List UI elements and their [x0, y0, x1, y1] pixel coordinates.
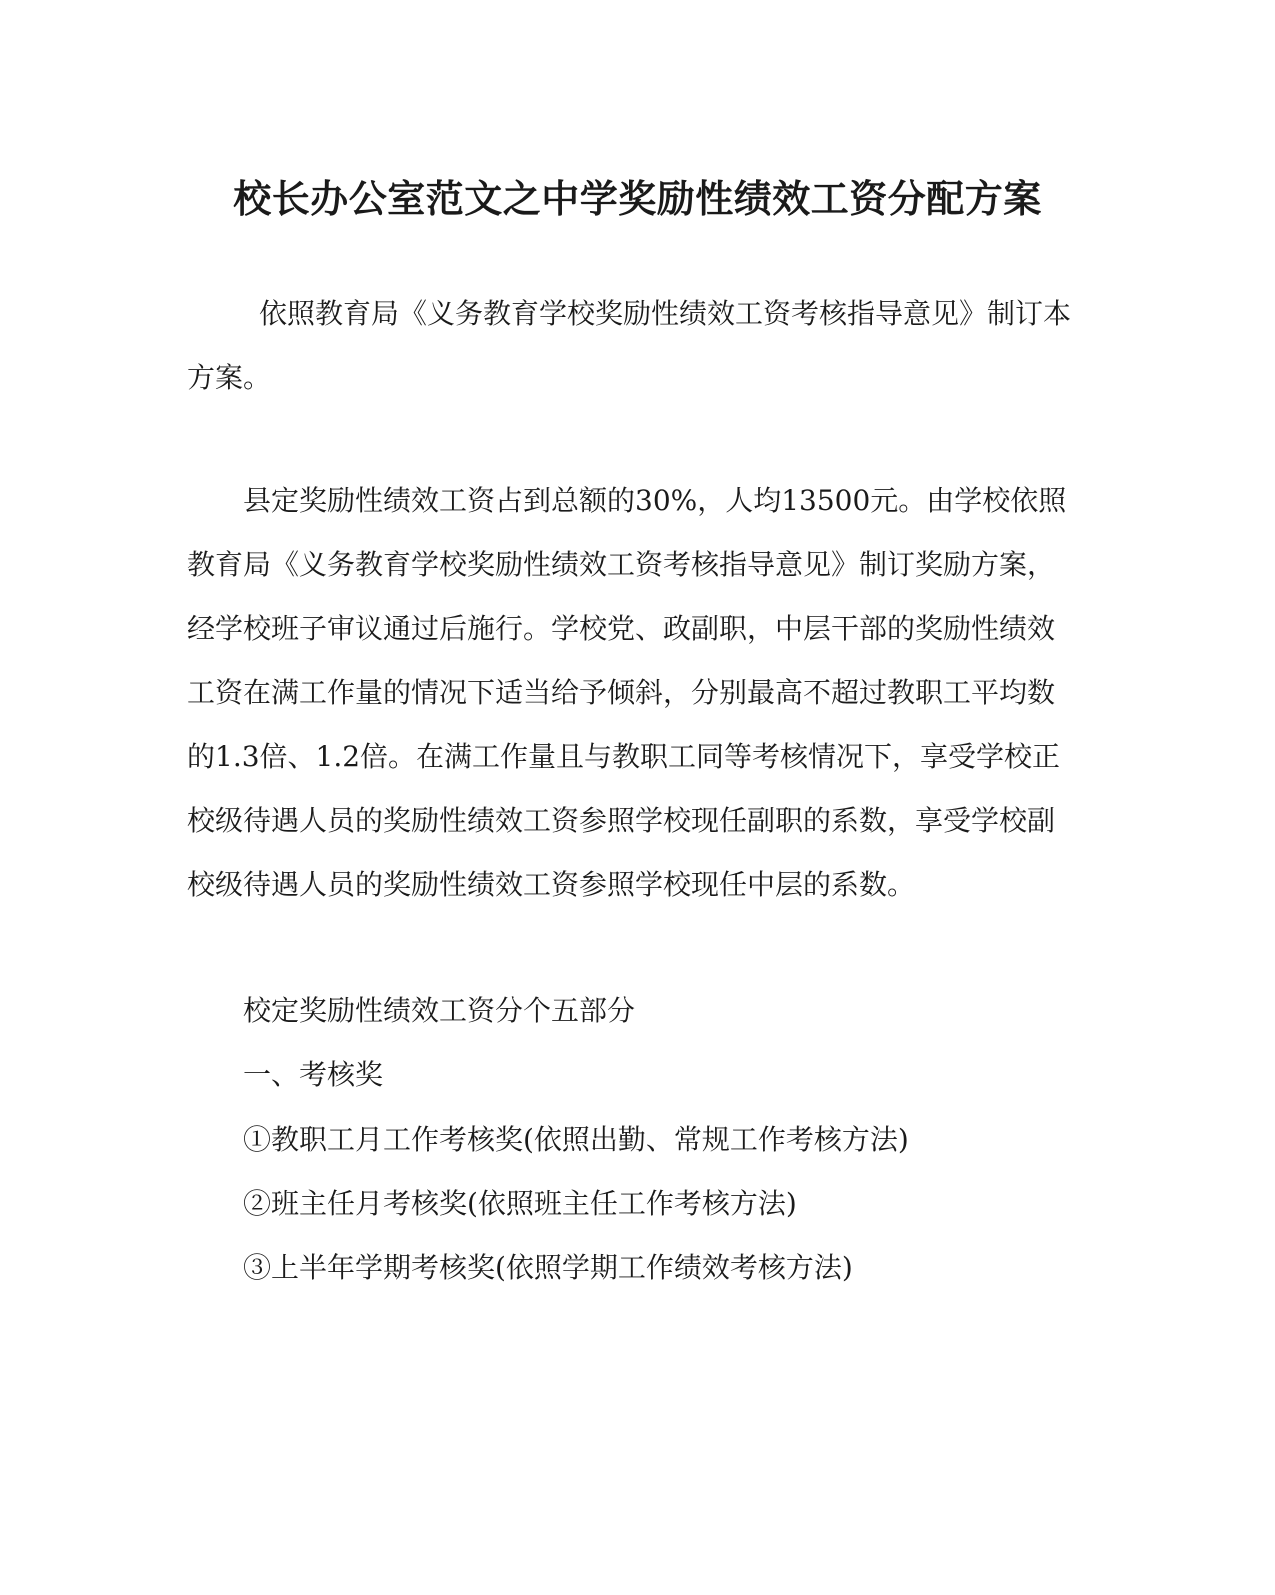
list-item-semester: ③上半年学期考核奖(依照学期工作绩效考核方法) — [243, 1251, 853, 1284]
list-item-headteacher-monthly: ②班主任月考核奖(依照班主任工作考核方法) — [243, 1187, 797, 1220]
document-title: 校长办公室范文之中学奖励性绩效工资分配方案 — [233, 176, 1042, 221]
list-item-staff-monthly: ①教职工月工作考核奖(依照出勤、常规工作考核方法) — [243, 1123, 909, 1156]
main-paragraph: 县定奖励性绩效工资占到总额的30%，人均13500元。由学校依照教育局《义务教育学校奖励性绩效工资考核指导意见》制订奖励方案，经学校班子审议通过后施行。学校党、政副职，中层干部的奖励性绩效工资在满工作量的情况下适当给予倾斜，分别最高不超过教职工平均数的1.3倍、1.2倍。在满工作量且与教职工同等考核情况下，享受学校正校级待遇人员的奖励性绩效工资参照学校现任副职的系数，享受学校副校级待遇人员的奖励性绩效工资参照学校现任中层的系数。 — [187, 484, 1067, 901]
section-heading-assessment: 一、考核奖 — [243, 1058, 384, 1091]
intro-paragraph: 依照教育局《义务教育学校奖励性绩效工资考核指导意见》制订本方案。 — [187, 297, 1072, 394]
section-summary-line: 校定奖励性绩效工资分个五部分 — [243, 994, 636, 1027]
